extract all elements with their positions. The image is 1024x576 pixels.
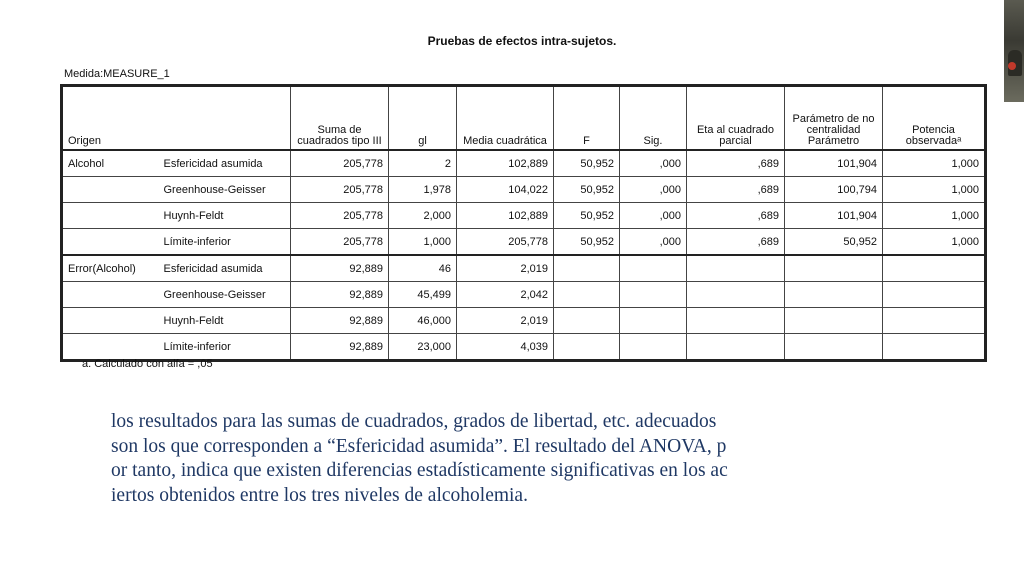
eta-cell — [687, 308, 785, 334]
sig-cell — [620, 308, 687, 334]
suma-cuadrados-cell: 92,889 — [291, 255, 389, 282]
header-origen: Origen — [62, 86, 291, 151]
eta-cell: ,689 — [687, 150, 785, 177]
correction-cell: Esfericidad asumida — [159, 255, 291, 282]
header-suma-cuadrados: Suma de cuadrados tipo III — [291, 86, 389, 151]
correction-cell: Esfericidad asumida — [159, 150, 291, 177]
parametro-cell — [785, 308, 883, 334]
body-line: iertos obtenidos entre los tres niveles de alcoholemia. — [111, 484, 528, 506]
body-line: son los que corresponden a “Esfericidad asumida”. El resultado del ANOVA, p — [111, 435, 727, 457]
parametro-cell — [785, 255, 883, 282]
header-sig: Sig. — [620, 86, 687, 151]
f-cell — [554, 282, 620, 308]
f-cell — [554, 334, 620, 361]
table-row — [62, 255, 986, 282]
header-media-cuadratica: Media cuadrática — [457, 86, 554, 151]
sig-cell: ,000 — [620, 150, 687, 177]
source-cell — [62, 177, 159, 203]
correction-cell: Límite-inferior — [159, 229, 291, 256]
header-gl: gl — [389, 86, 457, 151]
suma-cuadrados-cell: 92,889 — [291, 334, 389, 361]
table-header-row — [62, 86, 986, 151]
f-cell: 50,952 — [554, 177, 620, 203]
eta-cell — [687, 255, 785, 282]
suma-cuadrados-cell: 205,778 — [291, 177, 389, 203]
sig-cell — [620, 255, 687, 282]
source-cell — [62, 334, 159, 361]
table-row — [62, 229, 986, 256]
f-cell — [554, 308, 620, 334]
parametro-cell — [785, 334, 883, 361]
sig-cell — [620, 334, 687, 361]
potencia-cell: 1,000 — [883, 203, 986, 229]
potencia-cell: 1,000 — [883, 177, 986, 203]
gl-cell: 46 — [389, 255, 457, 282]
source-cell — [62, 203, 159, 229]
media-cuadratica-cell: 2,019 — [457, 255, 554, 282]
correction-cell: Límite-inferior — [159, 334, 291, 361]
media-cuadratica-cell: 102,889 — [457, 150, 554, 177]
potencia-cell — [883, 282, 986, 308]
potencia-cell: 1,000 — [883, 150, 986, 177]
body-paragraph — [111, 410, 935, 508]
correction-cell: Huynh-Feldt — [159, 308, 291, 334]
eta-cell — [687, 282, 785, 308]
potencia-cell — [883, 255, 986, 282]
source-cell — [62, 282, 159, 308]
suma-cuadrados-cell: 205,778 — [291, 203, 389, 229]
table-footnote: a. Calculado con alfa = ,05 — [82, 358, 213, 370]
media-cuadratica-cell: 2,042 — [457, 282, 554, 308]
table-body — [62, 150, 986, 361]
body-line: los resultados para las sumas de cuadrados, grados de libertad, etc. adecuados — [111, 411, 717, 432]
red-spot-icon — [1008, 62, 1016, 70]
gl-cell: 1,000 — [389, 229, 457, 256]
f-cell: 50,952 — [554, 203, 620, 229]
gl-cell: 23,000 — [389, 334, 457, 361]
table-row — [62, 282, 986, 308]
header-parametro: Parámetro de no centralidad Parámetro — [785, 86, 883, 151]
source-cell — [62, 229, 159, 256]
correction-cell: Greenhouse-Geisser — [159, 177, 291, 203]
eta-cell — [687, 334, 785, 361]
media-cuadratica-cell: 102,889 — [457, 203, 554, 229]
measure-label: Medida:MEASURE_1 — [64, 68, 170, 80]
parametro-cell — [785, 282, 883, 308]
body-line: or tanto, indica que existen diferencias estadísticamente significativas en los ac — [111, 460, 728, 481]
potencia-cell — [883, 308, 986, 334]
media-cuadratica-cell: 4,039 — [457, 334, 554, 361]
correction-cell: Greenhouse-Geisser — [159, 282, 291, 308]
header-eta: Eta al cuadrado parcial — [687, 86, 785, 151]
header-potencia: Potencia observadaᵃ — [883, 86, 986, 151]
potencia-cell: 1,000 — [883, 229, 986, 256]
table-row — [62, 177, 986, 203]
table-row — [62, 203, 986, 229]
sig-cell: ,000 — [620, 177, 687, 203]
media-cuadratica-cell: 104,022 — [457, 177, 554, 203]
table-row — [62, 150, 986, 177]
f-cell: 50,952 — [554, 229, 620, 256]
table-title: Pruebas de efectos intra-sujetos. — [427, 34, 617, 48]
gl-cell: 46,000 — [389, 308, 457, 334]
gl-cell: 1,978 — [389, 177, 457, 203]
sig-cell — [620, 282, 687, 308]
suma-cuadrados-cell: 92,889 — [291, 282, 389, 308]
sig-cell: ,000 — [620, 203, 687, 229]
header-f: F — [554, 86, 620, 151]
within-subjects-effects-table — [60, 84, 987, 362]
parametro-cell: 101,904 — [785, 150, 883, 177]
correction-cell: Huynh-Feldt — [159, 203, 291, 229]
parametro-cell: 100,794 — [785, 177, 883, 203]
source-cell — [62, 308, 159, 334]
table-row — [62, 308, 986, 334]
source-cell: Error(Alcohol) — [62, 255, 159, 282]
eta-cell: ,689 — [687, 203, 785, 229]
source-cell: Alcohol — [62, 150, 159, 177]
media-cuadratica-cell: 205,778 — [457, 229, 554, 256]
potencia-cell — [883, 334, 986, 361]
f-cell: 50,952 — [554, 150, 620, 177]
eta-cell: ,689 — [687, 229, 785, 256]
gl-cell: 45,499 — [389, 282, 457, 308]
suma-cuadrados-cell: 205,778 — [291, 229, 389, 256]
f-cell — [554, 255, 620, 282]
eta-cell: ,689 — [687, 177, 785, 203]
sig-cell: ,000 — [620, 229, 687, 256]
table-row — [62, 334, 986, 361]
parametro-cell: 50,952 — [785, 229, 883, 256]
gl-cell: 2 — [389, 150, 457, 177]
suma-cuadrados-cell: 205,778 — [291, 150, 389, 177]
media-cuadratica-cell: 2,019 — [457, 308, 554, 334]
suma-cuadrados-cell: 92,889 — [291, 308, 389, 334]
gl-cell: 2,000 — [389, 203, 457, 229]
parametro-cell: 101,904 — [785, 203, 883, 229]
